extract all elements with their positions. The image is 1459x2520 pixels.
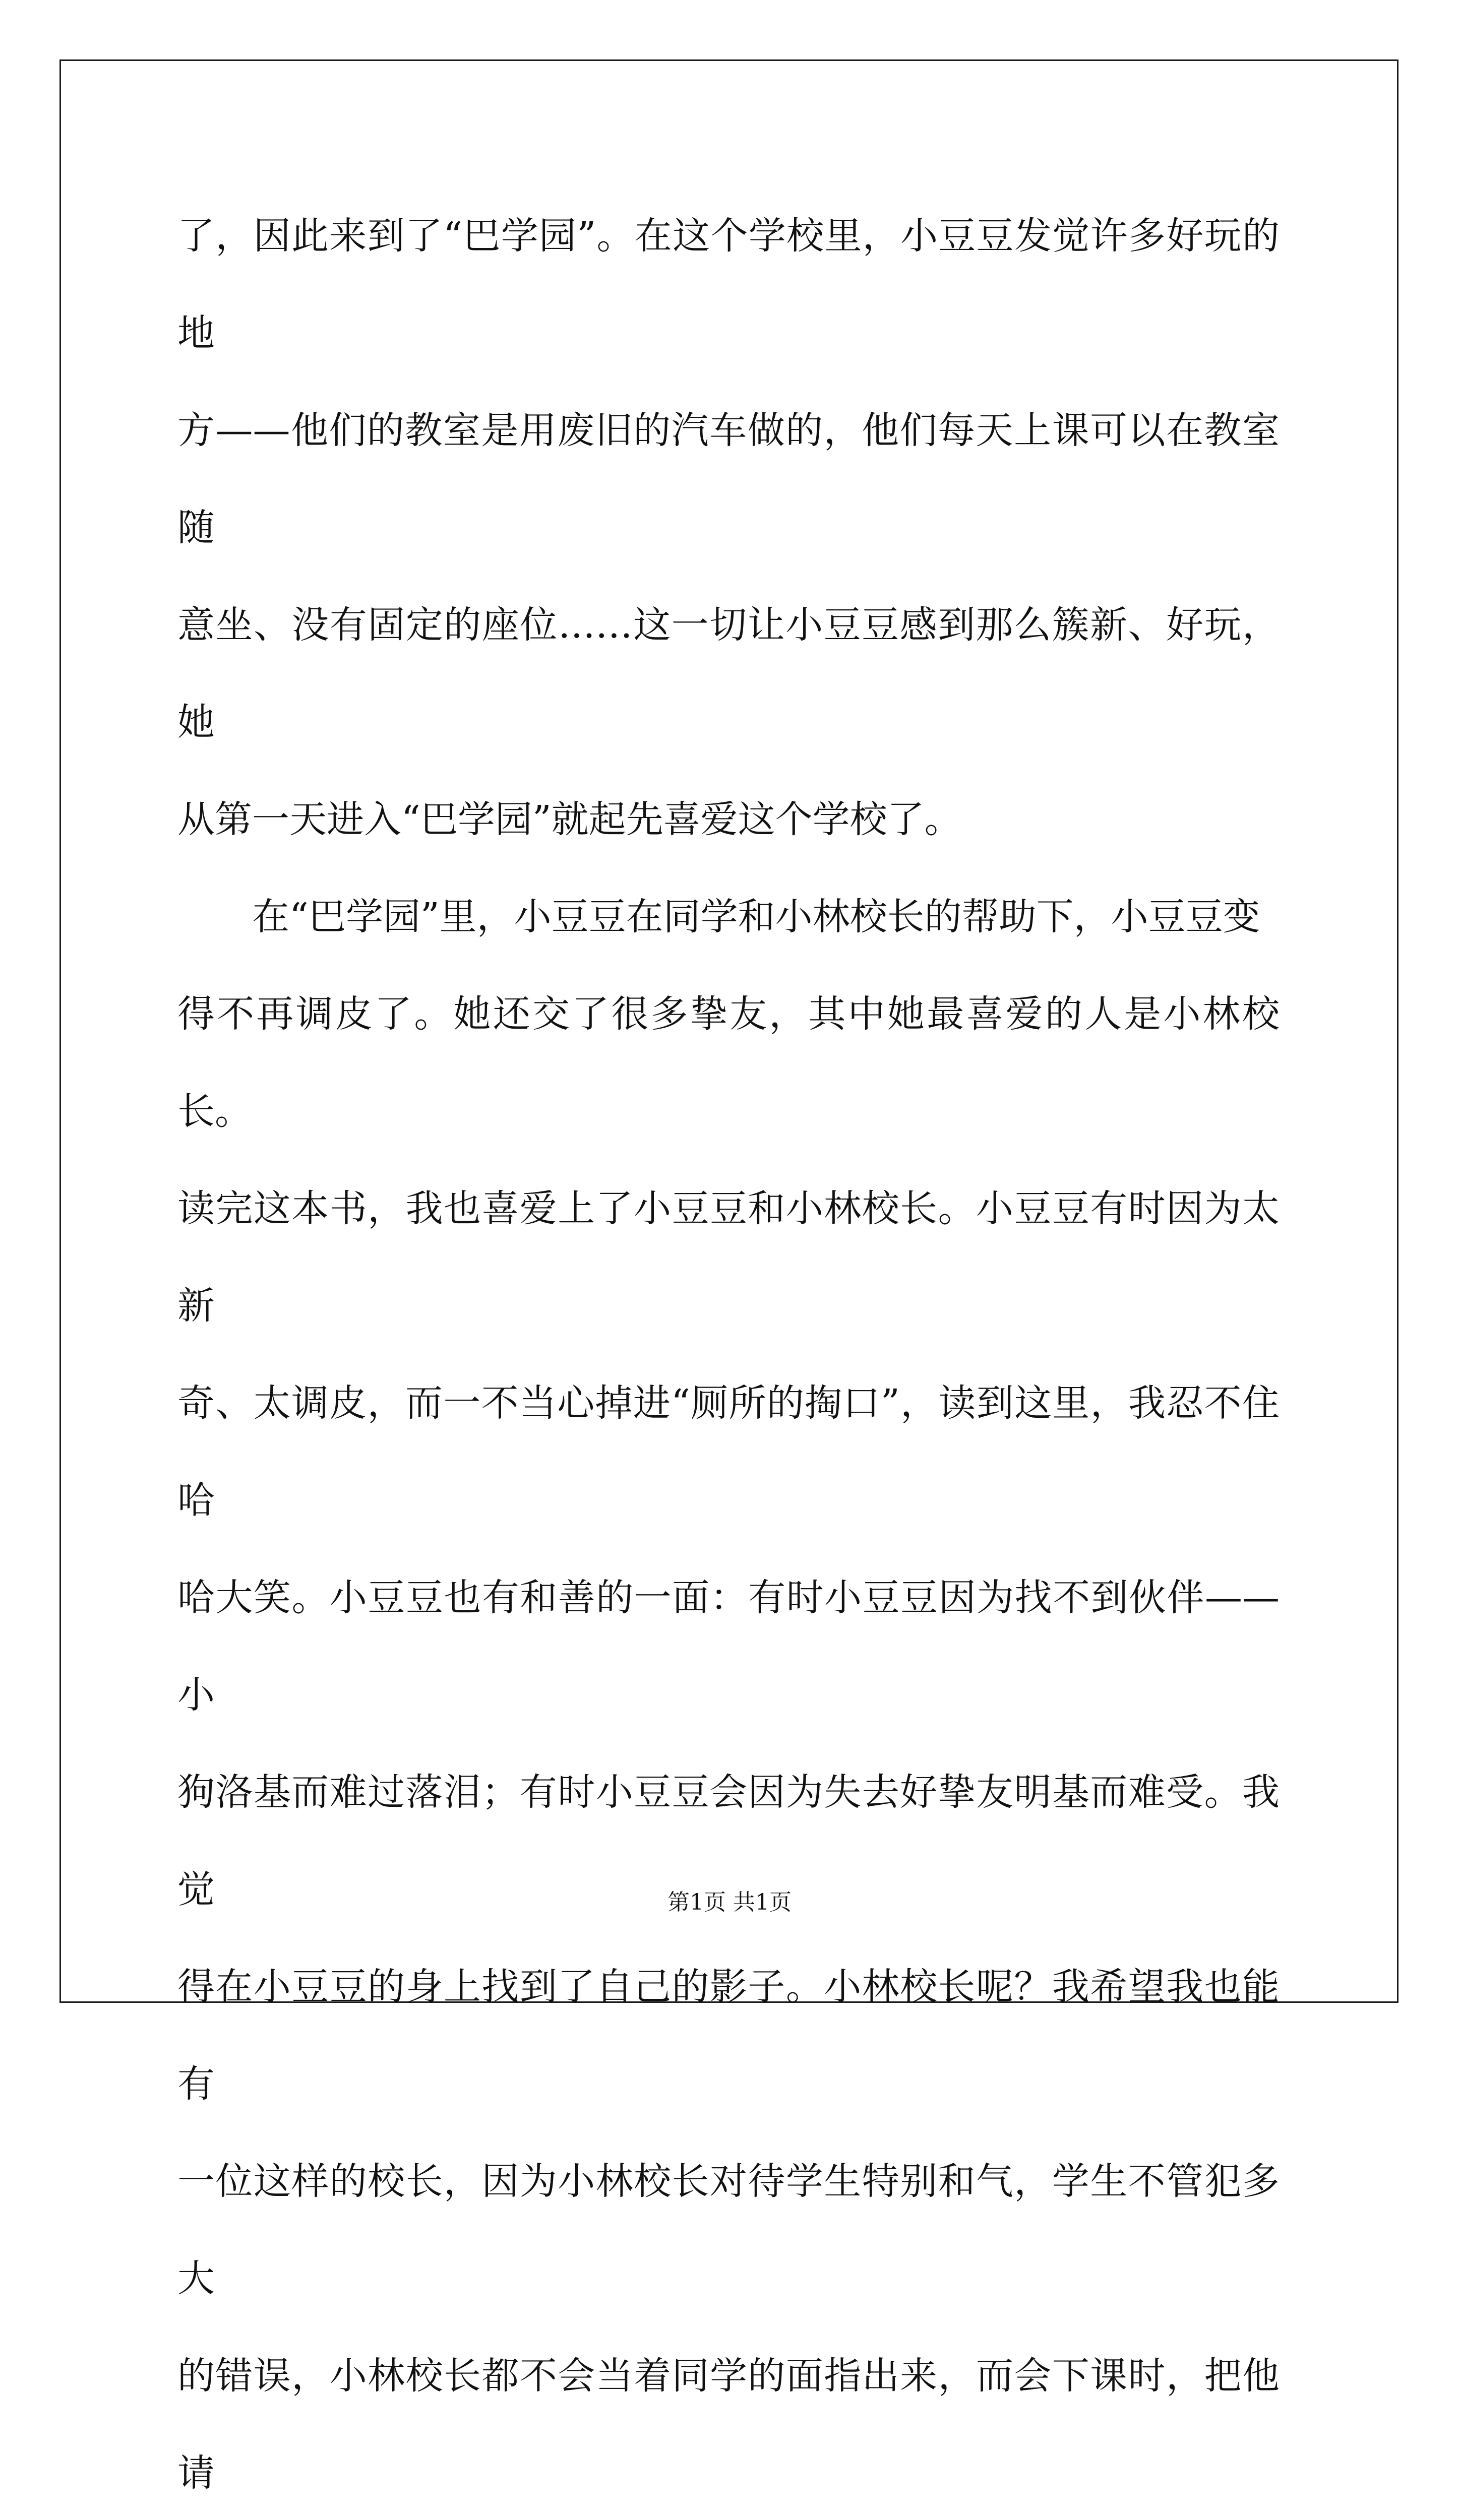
document-body — [177, 187, 1280, 2520]
paragraph-2: 在“巴学园”里，小豆豆在同学和小林校长的帮助下，小豆豆变 得不再调皮了。她还交了很多挚友，其中她最喜爱的人是小林校长。 读完这本书，我也喜爱上了小豆豆和小林校长。小豆豆有时因为太新 奇、太调皮，而一不当心掉进“厕所的掏口”，读到这里，我忍不住哈 哈大笑。小豆豆也有和善的一面：有时小豆豆因为找不到伙伴——小 狗洛基而难过落泪；有时小豆豆会因为失去好挚友明基而难受。我觉 得在小豆豆的身上找到了自己的影子。小林校长呢？我希望我也能有 一位这样的校长，因为小林校长对待学生特别和气，学生不管犯多大 的错误，小林校长都不会当着同学的面指出来，而会下课时，把他请 — [177, 895, 1280, 2495]
paragraph-1: 了，因此来到了“巴学园”。在这个学校里，小豆豆发觉许多好玩的地 方——他们的教室是用废旧的汽车做的，他们每天上课可以在教室随 意坐、没有固定的座位……这一切让小豆豆感到那么簇新、好玩，她 从第一天进入“巴学园”就起先喜爱这个学校了。 — [177, 214, 1280, 841]
page-footer: 第1页 共1页 — [667, 1889, 792, 1915]
